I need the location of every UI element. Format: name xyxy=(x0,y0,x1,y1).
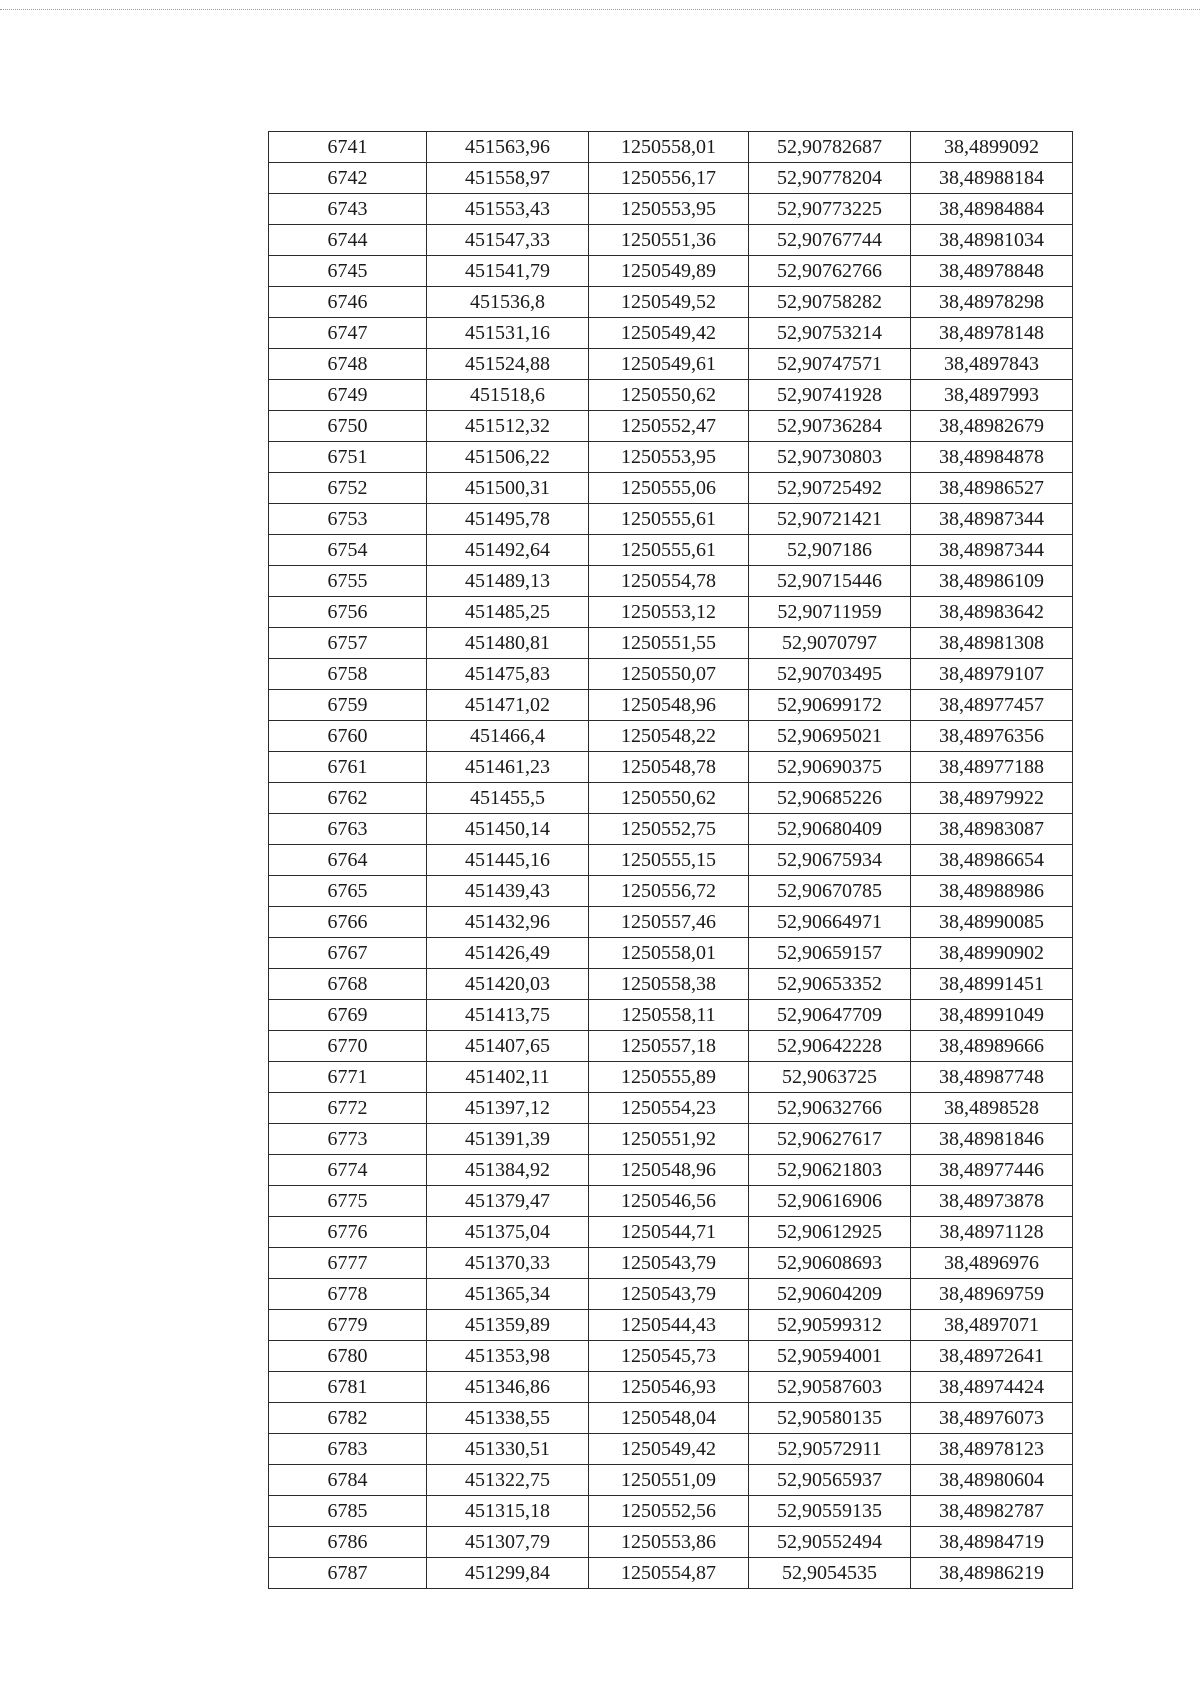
x-coordinate-cell: 451375,04 xyxy=(427,1217,589,1248)
y-coordinate-cell: 1250557,18 xyxy=(589,1031,749,1062)
longitude-cell: 38,4897993 xyxy=(911,380,1073,411)
table-row xyxy=(269,349,1073,380)
longitude-cell: 38,48978123 xyxy=(911,1434,1073,1465)
point-number-cell: 6763 xyxy=(269,814,427,845)
point-number-cell: 6786 xyxy=(269,1527,427,1558)
latitude-cell: 52,90580135 xyxy=(749,1403,911,1434)
longitude-cell: 38,48984719 xyxy=(911,1527,1073,1558)
scan-edge-line xyxy=(0,9,1200,10)
table-row xyxy=(269,876,1073,907)
latitude-cell: 52,90715446 xyxy=(749,566,911,597)
y-coordinate-cell: 1250548,78 xyxy=(589,752,749,783)
table-row xyxy=(269,1000,1073,1031)
table-row xyxy=(269,628,1073,659)
y-coordinate-cell: 1250555,15 xyxy=(589,845,749,876)
x-coordinate-cell: 451485,25 xyxy=(427,597,589,628)
latitude-cell: 52,90767744 xyxy=(749,225,911,256)
latitude-cell: 52,9054535 xyxy=(749,1558,911,1589)
x-coordinate-cell: 451315,18 xyxy=(427,1496,589,1527)
table-row xyxy=(269,1310,1073,1341)
longitude-cell: 38,48981308 xyxy=(911,628,1073,659)
longitude-cell: 38,4898528 xyxy=(911,1093,1073,1124)
point-number-cell: 6770 xyxy=(269,1031,427,1062)
coordinates-table xyxy=(268,131,1073,1589)
latitude-cell: 52,90741928 xyxy=(749,380,911,411)
table-row xyxy=(269,1186,1073,1217)
y-coordinate-cell: 1250550,62 xyxy=(589,783,749,814)
point-number-cell: 6771 xyxy=(269,1062,427,1093)
y-coordinate-cell: 1250553,12 xyxy=(589,597,749,628)
point-number-cell: 6743 xyxy=(269,194,427,225)
y-coordinate-cell: 1250554,23 xyxy=(589,1093,749,1124)
x-coordinate-cell: 451563,96 xyxy=(427,132,589,163)
point-number-cell: 6774 xyxy=(269,1155,427,1186)
point-number-cell: 6754 xyxy=(269,535,427,566)
longitude-cell: 38,48986219 xyxy=(911,1558,1073,1589)
table-row xyxy=(269,442,1073,473)
longitude-cell: 38,48974424 xyxy=(911,1372,1073,1403)
x-coordinate-cell: 451480,81 xyxy=(427,628,589,659)
y-coordinate-cell: 1250544,43 xyxy=(589,1310,749,1341)
table-row xyxy=(269,318,1073,349)
longitude-cell: 38,48979922 xyxy=(911,783,1073,814)
y-coordinate-cell: 1250546,93 xyxy=(589,1372,749,1403)
x-coordinate-cell: 451531,16 xyxy=(427,318,589,349)
latitude-cell: 52,90587603 xyxy=(749,1372,911,1403)
table-row xyxy=(269,1062,1073,1093)
longitude-cell: 38,48988184 xyxy=(911,163,1073,194)
point-number-cell: 6773 xyxy=(269,1124,427,1155)
point-number-cell: 6787 xyxy=(269,1558,427,1589)
table-row xyxy=(269,721,1073,752)
x-coordinate-cell: 451512,32 xyxy=(427,411,589,442)
point-number-cell: 6751 xyxy=(269,442,427,473)
point-number-cell: 6741 xyxy=(269,132,427,163)
x-coordinate-cell: 451299,84 xyxy=(427,1558,589,1589)
y-coordinate-cell: 1250551,09 xyxy=(589,1465,749,1496)
y-coordinate-cell: 1250555,61 xyxy=(589,504,749,535)
x-coordinate-cell: 451338,55 xyxy=(427,1403,589,1434)
x-coordinate-cell: 451475,83 xyxy=(427,659,589,690)
table-row xyxy=(269,1217,1073,1248)
longitude-cell: 38,48969759 xyxy=(911,1279,1073,1310)
latitude-cell: 52,90664971 xyxy=(749,907,911,938)
y-coordinate-cell: 1250555,89 xyxy=(589,1062,749,1093)
table-row xyxy=(269,535,1073,566)
y-coordinate-cell: 1250556,72 xyxy=(589,876,749,907)
longitude-cell: 38,48976356 xyxy=(911,721,1073,752)
y-coordinate-cell: 1250553,95 xyxy=(589,194,749,225)
y-coordinate-cell: 1250543,79 xyxy=(589,1248,749,1279)
point-number-cell: 6755 xyxy=(269,566,427,597)
y-coordinate-cell: 1250549,89 xyxy=(589,256,749,287)
y-coordinate-cell: 1250548,04 xyxy=(589,1403,749,1434)
y-coordinate-cell: 1250558,11 xyxy=(589,1000,749,1031)
table-row xyxy=(269,659,1073,690)
latitude-cell: 52,90604209 xyxy=(749,1279,911,1310)
x-coordinate-cell: 451495,78 xyxy=(427,504,589,535)
table-row xyxy=(269,845,1073,876)
table-row xyxy=(269,1496,1073,1527)
table-row xyxy=(269,473,1073,504)
latitude-cell: 52,9070797 xyxy=(749,628,911,659)
latitude-cell: 52,90627617 xyxy=(749,1124,911,1155)
point-number-cell: 6753 xyxy=(269,504,427,535)
x-coordinate-cell: 451524,88 xyxy=(427,349,589,380)
table-row xyxy=(269,814,1073,845)
table-row xyxy=(269,690,1073,721)
point-number-cell: 6761 xyxy=(269,752,427,783)
table-row xyxy=(269,1279,1073,1310)
latitude-cell: 52,90778204 xyxy=(749,163,911,194)
x-coordinate-cell: 451461,23 xyxy=(427,752,589,783)
x-coordinate-cell: 451492,64 xyxy=(427,535,589,566)
latitude-cell: 52,90594001 xyxy=(749,1341,911,1372)
x-coordinate-cell: 451346,86 xyxy=(427,1372,589,1403)
x-coordinate-cell: 451322,75 xyxy=(427,1465,589,1496)
latitude-cell: 52,90621803 xyxy=(749,1155,911,1186)
y-coordinate-cell: 1250549,61 xyxy=(589,349,749,380)
longitude-cell: 38,48980604 xyxy=(911,1465,1073,1496)
table-row xyxy=(269,752,1073,783)
x-coordinate-cell: 451489,13 xyxy=(427,566,589,597)
latitude-cell: 52,90703495 xyxy=(749,659,911,690)
x-coordinate-cell: 451370,33 xyxy=(427,1248,589,1279)
latitude-cell: 52,90762766 xyxy=(749,256,911,287)
y-coordinate-cell: 1250546,56 xyxy=(589,1186,749,1217)
point-number-cell: 6782 xyxy=(269,1403,427,1434)
y-coordinate-cell: 1250552,75 xyxy=(589,814,749,845)
table-row xyxy=(269,566,1073,597)
x-coordinate-cell: 451432,96 xyxy=(427,907,589,938)
longitude-cell: 38,4896976 xyxy=(911,1248,1073,1279)
latitude-cell: 52,90572911 xyxy=(749,1434,911,1465)
table-row xyxy=(269,1372,1073,1403)
x-coordinate-cell: 451413,75 xyxy=(427,1000,589,1031)
longitude-cell: 38,48984878 xyxy=(911,442,1073,473)
longitude-cell: 38,4897071 xyxy=(911,1310,1073,1341)
table-row xyxy=(269,163,1073,194)
x-coordinate-cell: 451518,6 xyxy=(427,380,589,411)
point-number-cell: 6776 xyxy=(269,1217,427,1248)
table-row xyxy=(269,1031,1073,1062)
table-row xyxy=(269,969,1073,1000)
y-coordinate-cell: 1250548,96 xyxy=(589,1155,749,1186)
y-coordinate-cell: 1250558,38 xyxy=(589,969,749,1000)
table-row xyxy=(269,1248,1073,1279)
longitude-cell: 38,48977188 xyxy=(911,752,1073,783)
y-coordinate-cell: 1250554,87 xyxy=(589,1558,749,1589)
table-row xyxy=(269,1465,1073,1496)
table-row xyxy=(269,225,1073,256)
latitude-cell: 52,90559135 xyxy=(749,1496,911,1527)
latitude-cell: 52,90685226 xyxy=(749,783,911,814)
latitude-cell: 52,90680409 xyxy=(749,814,911,845)
table-row xyxy=(269,380,1073,411)
point-number-cell: 6766 xyxy=(269,907,427,938)
point-number-cell: 6758 xyxy=(269,659,427,690)
point-number-cell: 6769 xyxy=(269,1000,427,1031)
longitude-cell: 38,48991049 xyxy=(911,1000,1073,1031)
longitude-cell: 38,48990902 xyxy=(911,938,1073,969)
table-row xyxy=(269,1124,1073,1155)
x-coordinate-cell: 451307,79 xyxy=(427,1527,589,1558)
point-number-cell: 6749 xyxy=(269,380,427,411)
y-coordinate-cell: 1250556,17 xyxy=(589,163,749,194)
x-coordinate-cell: 451471,02 xyxy=(427,690,589,721)
y-coordinate-cell: 1250553,95 xyxy=(589,442,749,473)
y-coordinate-cell: 1250549,42 xyxy=(589,1434,749,1465)
x-coordinate-cell: 451547,33 xyxy=(427,225,589,256)
latitude-cell: 52,907186 xyxy=(749,535,911,566)
latitude-cell: 52,90642228 xyxy=(749,1031,911,1062)
latitude-cell: 52,90782687 xyxy=(749,132,911,163)
x-coordinate-cell: 451536,8 xyxy=(427,287,589,318)
y-coordinate-cell: 1250549,42 xyxy=(589,318,749,349)
latitude-cell: 52,90653352 xyxy=(749,969,911,1000)
longitude-cell: 38,48978298 xyxy=(911,287,1073,318)
point-number-cell: 6777 xyxy=(269,1248,427,1279)
point-number-cell: 6779 xyxy=(269,1310,427,1341)
table-row xyxy=(269,256,1073,287)
point-number-cell: 6762 xyxy=(269,783,427,814)
longitude-cell: 38,48981034 xyxy=(911,225,1073,256)
x-coordinate-cell: 451384,92 xyxy=(427,1155,589,1186)
table-row xyxy=(269,411,1073,442)
latitude-cell: 52,90552494 xyxy=(749,1527,911,1558)
longitude-cell: 38,48987344 xyxy=(911,535,1073,566)
longitude-cell: 38,4899092 xyxy=(911,132,1073,163)
x-coordinate-cell: 451506,22 xyxy=(427,442,589,473)
longitude-cell: 38,48978848 xyxy=(911,256,1073,287)
y-coordinate-cell: 1250544,71 xyxy=(589,1217,749,1248)
latitude-cell: 52,90670785 xyxy=(749,876,911,907)
coordinates-table-body xyxy=(269,132,1073,1589)
point-number-cell: 6744 xyxy=(269,225,427,256)
longitude-cell: 38,48983642 xyxy=(911,597,1073,628)
longitude-cell: 38,48979107 xyxy=(911,659,1073,690)
table-row xyxy=(269,1527,1073,1558)
longitude-cell: 38,48991451 xyxy=(911,969,1073,1000)
y-coordinate-cell: 1250551,92 xyxy=(589,1124,749,1155)
y-coordinate-cell: 1250551,55 xyxy=(589,628,749,659)
point-number-cell: 6785 xyxy=(269,1496,427,1527)
longitude-cell: 38,48986654 xyxy=(911,845,1073,876)
x-coordinate-cell: 451353,98 xyxy=(427,1341,589,1372)
x-coordinate-cell: 451426,49 xyxy=(427,938,589,969)
longitude-cell: 38,4897843 xyxy=(911,349,1073,380)
x-coordinate-cell: 451379,47 xyxy=(427,1186,589,1217)
point-number-cell: 6783 xyxy=(269,1434,427,1465)
x-coordinate-cell: 451407,65 xyxy=(427,1031,589,1062)
table-row xyxy=(269,1093,1073,1124)
y-coordinate-cell: 1250554,78 xyxy=(589,566,749,597)
point-number-cell: 6784 xyxy=(269,1465,427,1496)
y-coordinate-cell: 1250550,62 xyxy=(589,380,749,411)
y-coordinate-cell: 1250555,06 xyxy=(589,473,749,504)
y-coordinate-cell: 1250558,01 xyxy=(589,938,749,969)
point-number-cell: 6746 xyxy=(269,287,427,318)
longitude-cell: 38,48987344 xyxy=(911,504,1073,535)
x-coordinate-cell: 451558,97 xyxy=(427,163,589,194)
longitude-cell: 38,48981846 xyxy=(911,1124,1073,1155)
y-coordinate-cell: 1250553,86 xyxy=(589,1527,749,1558)
table-row xyxy=(269,907,1073,938)
latitude-cell: 52,90747571 xyxy=(749,349,911,380)
x-coordinate-cell: 451455,5 xyxy=(427,783,589,814)
table-row xyxy=(269,132,1073,163)
latitude-cell: 52,90730803 xyxy=(749,442,911,473)
x-coordinate-cell: 451397,12 xyxy=(427,1093,589,1124)
table-row xyxy=(269,504,1073,535)
table-row xyxy=(269,287,1073,318)
point-number-cell: 6767 xyxy=(269,938,427,969)
point-number-cell: 6764 xyxy=(269,845,427,876)
longitude-cell: 38,48984884 xyxy=(911,194,1073,225)
point-number-cell: 6747 xyxy=(269,318,427,349)
longitude-cell: 38,48976073 xyxy=(911,1403,1073,1434)
y-coordinate-cell: 1250552,47 xyxy=(589,411,749,442)
longitude-cell: 38,48978148 xyxy=(911,318,1073,349)
table-row xyxy=(269,1155,1073,1186)
y-coordinate-cell: 1250548,96 xyxy=(589,690,749,721)
point-number-cell: 6775 xyxy=(269,1186,427,1217)
point-number-cell: 6768 xyxy=(269,969,427,1000)
latitude-cell: 52,90725492 xyxy=(749,473,911,504)
longitude-cell: 38,48989666 xyxy=(911,1031,1073,1062)
latitude-cell: 52,90612925 xyxy=(749,1217,911,1248)
latitude-cell: 52,90647709 xyxy=(749,1000,911,1031)
x-coordinate-cell: 451420,03 xyxy=(427,969,589,1000)
x-coordinate-cell: 451330,51 xyxy=(427,1434,589,1465)
point-number-cell: 6752 xyxy=(269,473,427,504)
latitude-cell: 52,90699172 xyxy=(749,690,911,721)
table-row xyxy=(269,938,1073,969)
point-number-cell: 6778 xyxy=(269,1279,427,1310)
latitude-cell: 52,90599312 xyxy=(749,1310,911,1341)
table-row xyxy=(269,194,1073,225)
table-row xyxy=(269,783,1073,814)
latitude-cell: 52,90758282 xyxy=(749,287,911,318)
latitude-cell: 52,90632766 xyxy=(749,1093,911,1124)
x-coordinate-cell: 451365,34 xyxy=(427,1279,589,1310)
longitude-cell: 38,48982787 xyxy=(911,1496,1073,1527)
point-number-cell: 6757 xyxy=(269,628,427,659)
y-coordinate-cell: 1250555,61 xyxy=(589,535,749,566)
latitude-cell: 52,90736284 xyxy=(749,411,911,442)
latitude-cell: 52,90753214 xyxy=(749,318,911,349)
longitude-cell: 38,48982679 xyxy=(911,411,1073,442)
point-number-cell: 6748 xyxy=(269,349,427,380)
latitude-cell: 52,9063725 xyxy=(749,1062,911,1093)
x-coordinate-cell: 451391,39 xyxy=(427,1124,589,1155)
latitude-cell: 52,90773225 xyxy=(749,194,911,225)
latitude-cell: 52,90711959 xyxy=(749,597,911,628)
x-coordinate-cell: 451553,43 xyxy=(427,194,589,225)
y-coordinate-cell: 1250550,07 xyxy=(589,659,749,690)
latitude-cell: 52,90616906 xyxy=(749,1186,911,1217)
point-number-cell: 6781 xyxy=(269,1372,427,1403)
point-number-cell: 6759 xyxy=(269,690,427,721)
x-coordinate-cell: 451439,43 xyxy=(427,876,589,907)
table-row xyxy=(269,1558,1073,1589)
table-row xyxy=(269,1434,1073,1465)
x-coordinate-cell: 451500,31 xyxy=(427,473,589,504)
x-coordinate-cell: 451466,4 xyxy=(427,721,589,752)
x-coordinate-cell: 451445,16 xyxy=(427,845,589,876)
y-coordinate-cell: 1250552,56 xyxy=(589,1496,749,1527)
longitude-cell: 38,48986527 xyxy=(911,473,1073,504)
longitude-cell: 38,48977446 xyxy=(911,1155,1073,1186)
point-number-cell: 6780 xyxy=(269,1341,427,1372)
x-coordinate-cell: 451450,14 xyxy=(427,814,589,845)
y-coordinate-cell: 1250548,22 xyxy=(589,721,749,752)
y-coordinate-cell: 1250545,73 xyxy=(589,1341,749,1372)
point-number-cell: 6772 xyxy=(269,1093,427,1124)
y-coordinate-cell: 1250543,79 xyxy=(589,1279,749,1310)
point-number-cell: 6765 xyxy=(269,876,427,907)
point-number-cell: 6750 xyxy=(269,411,427,442)
latitude-cell: 52,90565937 xyxy=(749,1465,911,1496)
latitude-cell: 52,90721421 xyxy=(749,504,911,535)
coordinates-table-container xyxy=(268,131,1072,1589)
table-row xyxy=(269,597,1073,628)
y-coordinate-cell: 1250558,01 xyxy=(589,132,749,163)
latitude-cell: 52,90608693 xyxy=(749,1248,911,1279)
table-row xyxy=(269,1341,1073,1372)
longitude-cell: 38,48987748 xyxy=(911,1062,1073,1093)
y-coordinate-cell: 1250549,52 xyxy=(589,287,749,318)
point-number-cell: 6760 xyxy=(269,721,427,752)
y-coordinate-cell: 1250557,46 xyxy=(589,907,749,938)
point-number-cell: 6742 xyxy=(269,163,427,194)
latitude-cell: 52,90675934 xyxy=(749,845,911,876)
longitude-cell: 38,48973878 xyxy=(911,1186,1073,1217)
x-coordinate-cell: 451359,89 xyxy=(427,1310,589,1341)
latitude-cell: 52,90690375 xyxy=(749,752,911,783)
latitude-cell: 52,90659157 xyxy=(749,938,911,969)
table-row xyxy=(269,1403,1073,1434)
point-number-cell: 6756 xyxy=(269,597,427,628)
longitude-cell: 38,48988986 xyxy=(911,876,1073,907)
x-coordinate-cell: 451541,79 xyxy=(427,256,589,287)
x-coordinate-cell: 451402,11 xyxy=(427,1062,589,1093)
longitude-cell: 38,48986109 xyxy=(911,566,1073,597)
longitude-cell: 38,48983087 xyxy=(911,814,1073,845)
longitude-cell: 38,48971128 xyxy=(911,1217,1073,1248)
longitude-cell: 38,48972641 xyxy=(911,1341,1073,1372)
longitude-cell: 38,48990085 xyxy=(911,907,1073,938)
longitude-cell: 38,48977457 xyxy=(911,690,1073,721)
point-number-cell: 6745 xyxy=(269,256,427,287)
latitude-cell: 52,90695021 xyxy=(749,721,911,752)
y-coordinate-cell: 1250551,36 xyxy=(589,225,749,256)
